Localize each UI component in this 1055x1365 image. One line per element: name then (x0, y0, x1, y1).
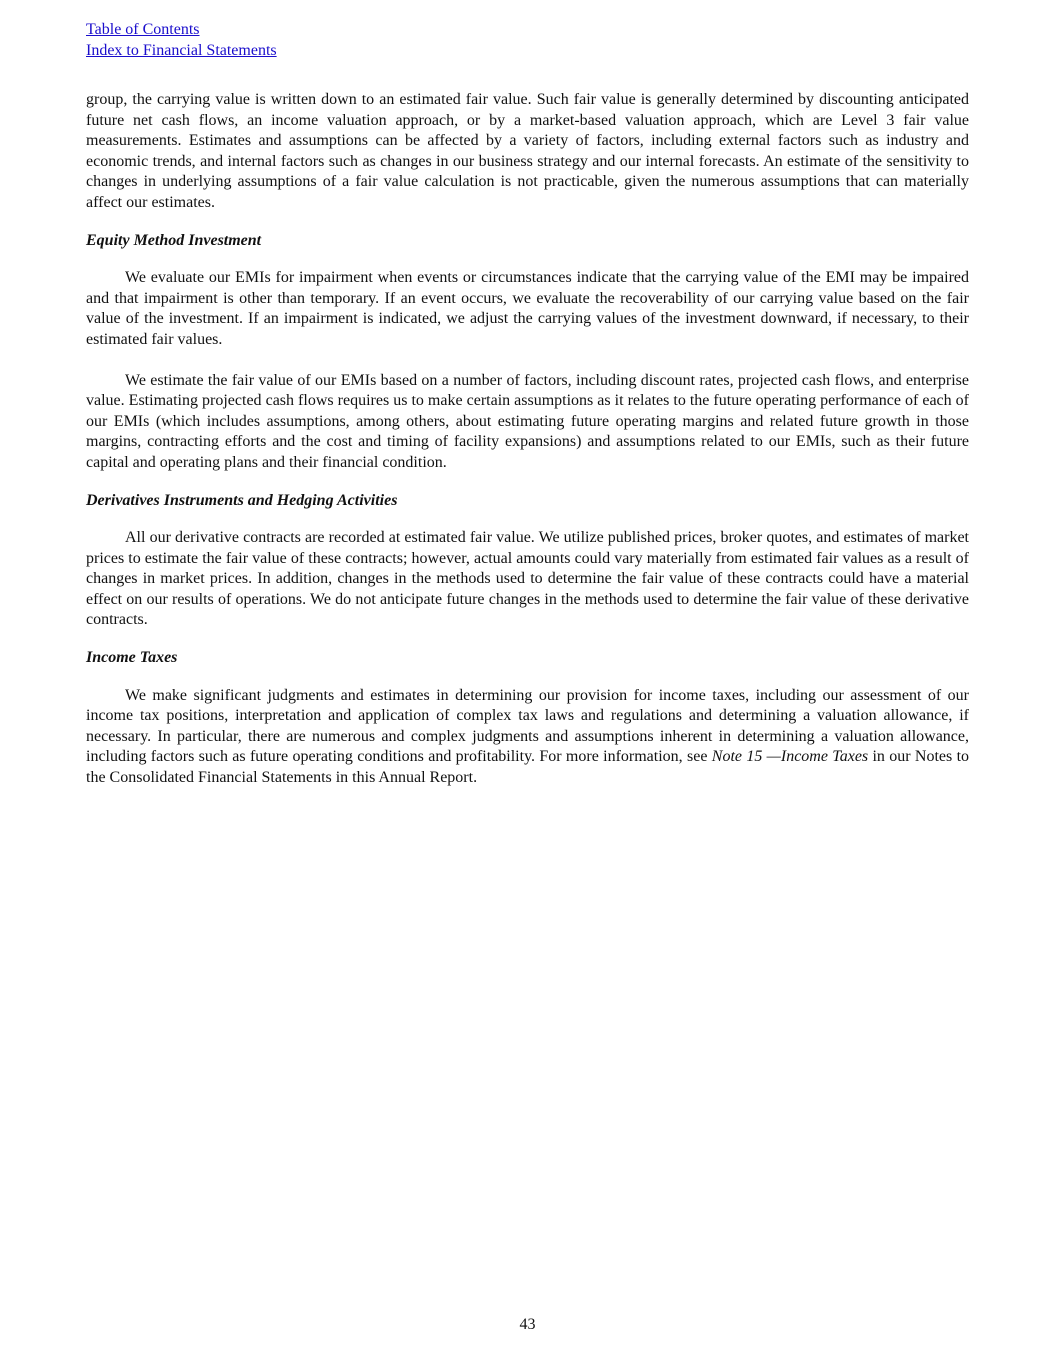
income-taxes-paragraph-suffix: in our Notes to the Consolidated Financial Statements in this Annual Report. (86, 748, 970, 787)
table-of-contents-link[interactable]: Table of Contents (86, 21, 200, 38)
top-navigation (86, 20, 277, 61)
document-body (86, 90, 969, 789)
equity-method-heading: Equity Method Investment (86, 231, 262, 249)
note-15-reference: Note 15 —Income Taxes (711, 748, 869, 766)
page-number: 43 (519, 1316, 536, 1333)
equity-method-paragraph-1: We evaluate our EMIs for impairment when events or circumstances indicate that the carrying value of the EMI may be impaired and that impairment is other than temporary. If an event occurs, we evaluate the recoverability of our carrying value based on the fair value of the investment. If an impairment is indicated, we adjust the carrying values of the investment downward, if necessary, to their estimated fair values. (86, 269, 969, 348)
derivatives-paragraph: All our derivative contracts are recorded at estimated fair value. We utilize published prices, broker quotes, and estimates of market prices to estimate the fair value of these contracts; however, actual amounts could vary materially from estimated fair values as a result of changes in market prices. In addition, changes in the methods used to determine the fair value of these contracts could have a material effect on our results of operations. We do not anticipate future changes in the methods used to determine the fair value of these derivative contracts. (86, 529, 969, 629)
income-taxes-paragraph-text: We make significant judgments and estimates in determining our provision for income taxes, including our assessment of our income tax positions, interpretation and application of complex tax laws and regulations and determining a valuation allowance, if necessary. In particular, there are numerous and complex judgments and assumptions inherent in determining a valuation allowance, including factors such as future operating conditions and profitability. For more information, see (86, 686, 969, 766)
income-taxes-paragraph (86, 686, 969, 789)
intro-paragraph: group, the carrying value is written down to an estimated fair value. Such fair value is generally determined by discounting anticipated future net cash flows, an income valuation approach, or by a market-based valuation approach, which are Level 3 fair value measurements. Estimates and assumptions can be affected by a variety of factors, including external factors such as industry and economic trends, and internal factors such as changes in our business strategy and our internal forecasts. An estimate of the sensitivity to changes in underlying assumptions of a fair value calculation is not practicable, given the numerous assumptions that can materially affect our estimates. (86, 91, 969, 211)
index-to-financial-statements-link[interactable]: Index to Financial Statements (86, 41, 277, 59)
equity-method-paragraph-2: We estimate the fair value of our EMIs based on a number of factors, including discount rates, projected cash flows, and enterprise value. Estimating projected cash flows requires us to make certain assumptions as it relates to the future operating performance of each of our EMIs (which includes assumptions, among others, about estimating future operating margins and related future growth in those margins, contracting efforts and the cost and timing of facility expansions) and assumptions related to our EMIs, such as their future capital and operating plans and their financial condition. (86, 371, 969, 471)
derivatives-heading: Derivatives Instruments and Hedging Activities (86, 491, 398, 509)
income-taxes-heading: Income Taxes (86, 649, 178, 667)
